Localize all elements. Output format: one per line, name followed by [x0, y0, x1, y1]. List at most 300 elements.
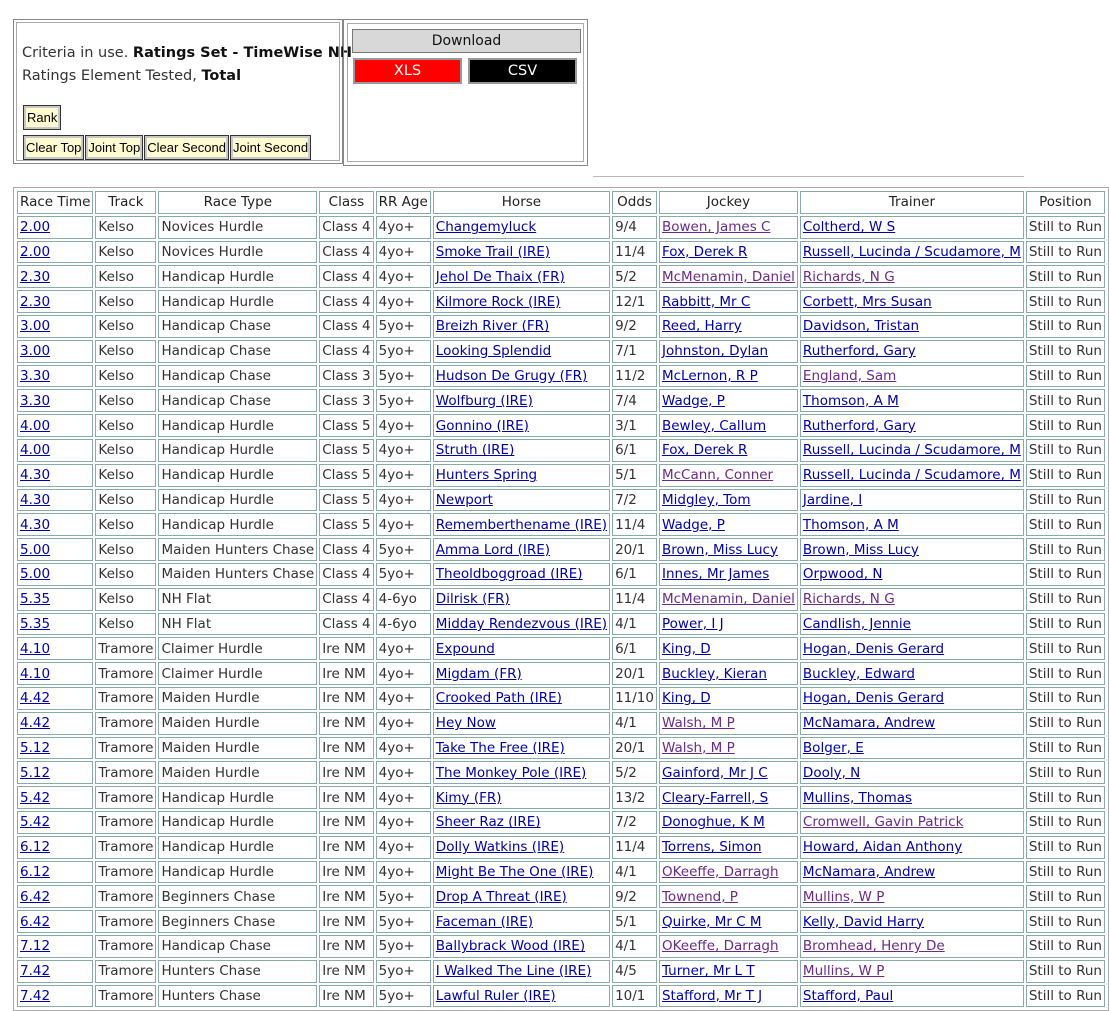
horse-cell	[433, 340, 610, 363]
race-time-link[interactable]: 5.12	[20, 764, 51, 781]
jockey-cell	[659, 935, 798, 958]
jockey-link[interactable]: Cleary-Farrell, S	[661, 789, 769, 806]
age-cell: 4yo+	[376, 637, 431, 660]
jockey-link[interactable]: Reed, Harry	[661, 318, 742, 335]
time-cell	[17, 960, 93, 983]
race-time-link[interactable]: 4.00	[20, 442, 51, 459]
jockey-link[interactable]: OKeeffe, Darragh	[661, 863, 779, 880]
table-row	[17, 935, 1105, 958]
cls-cell: Class 4	[319, 241, 373, 264]
element-prefix: Ratings Element Tested,	[22, 68, 202, 84]
horse-link[interactable]: Newport	[435, 491, 493, 508]
horse-link[interactable]: Gonnino (IRE)	[435, 417, 529, 434]
horse-cell	[433, 960, 610, 983]
trainer-link[interactable]: Howard, Aidan Anthony	[802, 839, 963, 856]
age-cell: 5yo+	[376, 538, 431, 561]
race-time-link[interactable]: 3.30	[20, 367, 51, 384]
joint-top-button[interactable]: Joint Top	[85, 135, 143, 160]
track-cell: Kelso	[95, 414, 156, 437]
table-row	[17, 761, 1105, 784]
trainer-link[interactable]: Russell, Lucinda / Scudamore, M	[802, 467, 1021, 484]
horse-link[interactable]: Amma Lord (IRE)	[435, 541, 551, 558]
odds-cell: 7/2	[612, 811, 657, 834]
horse-link[interactable]: Kilmore Rock (IRE)	[435, 293, 561, 310]
track-cell: Kelso	[95, 489, 156, 512]
trainer-link[interactable]: England, Sam	[802, 367, 897, 384]
table-row	[17, 687, 1105, 710]
jockey-link[interactable]: Wadge, P	[661, 392, 725, 409]
time-cell	[17, 464, 93, 487]
horse-link[interactable]: Sheer Raz (IRE)	[435, 814, 541, 831]
trainer-link[interactable]: Jardine, I	[802, 491, 863, 508]
pos-cell: Still to Run	[1026, 414, 1105, 437]
pos-cell: Still to Run	[1026, 637, 1105, 660]
type-cell: Maiden Hurdle	[158, 687, 317, 710]
horse-link[interactable]: Crooked Path (IRE)	[435, 690, 562, 707]
jockey-link[interactable]: McMenamin, Daniel	[661, 591, 795, 608]
cls-cell: Class 3	[319, 365, 373, 388]
horse-link[interactable]: Hey Now	[435, 715, 496, 732]
jockey-link[interactable]: Bewley, Callum	[661, 417, 767, 434]
horse-cell	[433, 836, 610, 859]
horse-link[interactable]: Ballybrack Wood (IRE)	[435, 938, 586, 955]
trainer-link[interactable]: McNamara, Andrew	[802, 715, 936, 732]
time-cell	[17, 439, 93, 462]
table-row	[17, 786, 1105, 809]
trainer-link[interactable]: Bolger, E	[802, 739, 864, 756]
pos-cell: Still to Run	[1026, 216, 1105, 239]
age-cell: 4yo+	[376, 265, 431, 288]
jockey-cell	[659, 290, 798, 313]
race-time-link[interactable]: 2.30	[20, 268, 51, 285]
horse-link[interactable]: Rememberthename (IRE)	[435, 516, 608, 533]
jockey-link[interactable]: King, D	[661, 690, 711, 707]
cls-cell: Ire NM	[319, 960, 373, 983]
trainer-link[interactable]: Richards, N G	[802, 591, 895, 608]
jockey-cell	[659, 315, 798, 338]
trainer-cell	[800, 414, 1024, 437]
type-cell: Handicap Hurdle	[158, 265, 317, 288]
race-time-link[interactable]: 5.42	[20, 814, 51, 831]
jockey-link[interactable]: Wadge, P	[661, 516, 725, 533]
track-cell: Tramore	[95, 811, 156, 834]
race-time-link[interactable]: 4.42	[20, 690, 51, 707]
jockey-cell	[659, 885, 798, 908]
time-cell	[17, 662, 93, 685]
pos-cell: Still to Run	[1026, 489, 1105, 512]
odds-cell: 9/4	[612, 216, 657, 239]
jockey-link[interactable]: Buckley, Kieran	[661, 665, 767, 682]
joint-second-button[interactable]: Joint Second	[230, 135, 311, 160]
jockey-link[interactable]: Donoghue, K M	[661, 814, 765, 831]
age-cell: 4yo+	[376, 811, 431, 834]
trainer-cell	[800, 315, 1024, 338]
odds-cell: 11/4	[612, 241, 657, 264]
pos-cell: Still to Run	[1026, 613, 1105, 636]
race-time-link[interactable]: 3.30	[20, 392, 51, 409]
trainer-link[interactable]: Rutherford, Gary	[802, 343, 916, 360]
xls-download-button[interactable]: XLS	[353, 58, 462, 84]
odds-cell: 11/10	[612, 687, 657, 710]
trainer-link[interactable]: Kelly, David Harry	[802, 913, 925, 930]
trainer-link[interactable]: Buckley, Edward	[802, 665, 915, 682]
pos-cell: Still to Run	[1026, 811, 1105, 834]
cls-cell: Ire NM	[319, 985, 373, 1008]
track-cell: Kelso	[95, 439, 156, 462]
jockey-link[interactable]: Rabbitt, Mr C	[661, 293, 751, 310]
age-cell: 4yo+	[376, 836, 431, 859]
horse-link[interactable]: Drop A Threat (IRE)	[435, 888, 567, 905]
jockey-link[interactable]: Turner, Mr L T	[661, 963, 755, 980]
jockey-link[interactable]: Quirke, Mr C M	[661, 913, 762, 930]
ratings-set-value: Ratings Set - TimeWise NH	[132, 45, 353, 61]
table-row	[17, 712, 1105, 735]
trainer-link[interactable]: Orpwood, N	[802, 566, 883, 583]
trainer-link[interactable]: Mullins, Thomas	[802, 789, 913, 806]
time-cell	[17, 687, 93, 710]
type-cell: Maiden Hunters Chase	[158, 563, 317, 586]
time-cell	[17, 389, 93, 412]
table-row	[17, 910, 1105, 933]
horse-link[interactable]: Looking Splendid	[435, 343, 552, 360]
age-cell: 4yo+	[376, 861, 431, 884]
time-cell	[17, 885, 93, 908]
race-time-link[interactable]: 4.00	[20, 417, 51, 434]
horse-link[interactable]: Hunters Spring	[435, 467, 538, 484]
criteria-panel	[13, 19, 353, 164]
horse-link[interactable]: Breizh River (FR)	[435, 318, 550, 335]
trainer-cell	[800, 365, 1024, 388]
jockey-link[interactable]: Fox, Derek R	[661, 243, 748, 260]
jockey-link[interactable]: Walsh, M P	[661, 739, 735, 756]
track-cell: Kelso	[95, 464, 156, 487]
cls-cell: Class 4	[319, 265, 373, 288]
age-cell: 4-6yo	[376, 613, 431, 636]
age-cell: 5yo+	[376, 985, 431, 1008]
rank-button[interactable]: Rank	[23, 105, 61, 130]
race-time-link[interactable]: 3.00	[20, 343, 51, 360]
jockey-cell	[659, 464, 798, 487]
table-row	[17, 588, 1105, 611]
odds-cell: 4/1	[612, 935, 657, 958]
track-cell: Kelso	[95, 538, 156, 561]
horse-link[interactable]: Jehol De Thaix (FR)	[435, 268, 565, 285]
track-cell: Tramore	[95, 637, 156, 660]
horse-link[interactable]: Dilrisk (FR)	[435, 591, 510, 608]
race-time-link[interactable]: 5.35	[20, 615, 51, 632]
odds-cell: 6/1	[612, 563, 657, 586]
pos-cell: Still to Run	[1026, 464, 1105, 487]
cls-cell: Class 4	[319, 315, 373, 338]
cls-cell: Class 4	[319, 290, 373, 313]
cls-cell: Ire NM	[319, 811, 373, 834]
pos-cell: Still to Run	[1026, 538, 1105, 561]
pos-cell: Still to Run	[1026, 241, 1105, 264]
trainer-cell	[800, 464, 1024, 487]
odds-cell: 7/1	[612, 340, 657, 363]
jockey-link[interactable]: Bowen, James C	[661, 219, 771, 236]
jockey-link[interactable]: Townend, P	[661, 888, 738, 905]
race-time-link[interactable]: 5.00	[20, 566, 51, 583]
clear-top-button[interactable]: Clear Top	[23, 135, 84, 160]
trainer-link[interactable]: Candlish, Jennie	[802, 615, 911, 632]
odds-cell: 6/1	[612, 637, 657, 660]
time-cell	[17, 315, 93, 338]
horse-link[interactable]: Hudson De Grugy (FR)	[435, 367, 588, 384]
horse-link[interactable]: Kimy (FR)	[435, 789, 502, 806]
trainer-link[interactable]: Bromhead, Henry De	[802, 938, 945, 955]
trainer-cell	[800, 513, 1024, 536]
race-time-link[interactable]: 7.42	[20, 963, 51, 980]
horse-link[interactable]: Smoke Trail (IRE)	[435, 243, 551, 260]
jockey-cell	[659, 538, 798, 561]
jockey-link[interactable]: Power, I J	[661, 615, 724, 632]
trainer-link[interactable]: Richards, N G	[802, 268, 895, 285]
odds-cell: 5/1	[612, 910, 657, 933]
horse-link[interactable]: The Monkey Pole (IRE)	[435, 764, 587, 781]
track-cell: Tramore	[95, 960, 156, 983]
jockey-cell	[659, 414, 798, 437]
table-row	[17, 563, 1105, 586]
pos-cell: Still to Run	[1026, 885, 1105, 908]
odds-cell: 10/1	[612, 985, 657, 1008]
track-cell: Tramore	[95, 786, 156, 809]
type-cell: Handicap Chase	[158, 365, 317, 388]
horse-link[interactable]: I Walked The Line (IRE)	[435, 963, 592, 980]
jockey-link[interactable]: OKeeffe, Darragh	[661, 938, 779, 955]
cls-cell: Ire NM	[319, 935, 373, 958]
pos-cell: Still to Run	[1026, 910, 1105, 933]
time-cell	[17, 290, 93, 313]
cls-cell: Class 4	[319, 563, 373, 586]
jockey-link[interactable]: Fox, Derek R	[661, 442, 748, 459]
jockey-link[interactable]: Stafford, Mr T J	[661, 987, 763, 1004]
track-cell: Kelso	[95, 340, 156, 363]
race-time-link[interactable]: 3.00	[20, 318, 51, 335]
pos-cell: Still to Run	[1026, 761, 1105, 784]
trainer-cell	[800, 489, 1024, 512]
table-row	[17, 340, 1105, 363]
race-time-link[interactable]: 4.30	[20, 516, 51, 533]
pos-cell: Still to Run	[1026, 588, 1105, 611]
horse-link[interactable]: Wolfburg (IRE)	[435, 392, 533, 409]
horse-cell	[433, 241, 610, 264]
trainer-link[interactable]: Russell, Lucinda / Scudamore, M	[802, 243, 1021, 260]
odds-cell: 4/5	[612, 960, 657, 983]
pos-cell: Still to Run	[1026, 315, 1105, 338]
age-cell: 4yo+	[376, 737, 431, 760]
age-cell: 4yo+	[376, 414, 431, 437]
horse-link[interactable]: Dolly Watkins (IRE)	[435, 839, 565, 856]
trainer-cell	[800, 687, 1024, 710]
type-cell: Maiden Hurdle	[158, 737, 317, 760]
horse-link[interactable]: Changemyluck	[435, 219, 537, 236]
jockey-link[interactable]: McCann, Conner	[661, 467, 774, 484]
age-cell: 5yo+	[376, 935, 431, 958]
jockey-cell	[659, 737, 798, 760]
trainer-cell	[800, 836, 1024, 859]
element-value: Total	[201, 68, 242, 84]
race-time-link[interactable]: 4.10	[20, 665, 51, 682]
trainer-link[interactable]: Mullins, W P	[802, 963, 885, 980]
horse-link[interactable]: Faceman (IRE)	[435, 913, 534, 930]
age-cell: 4yo+	[376, 464, 431, 487]
type-cell: Handicap Chase	[158, 315, 317, 338]
horse-link[interactable]: Theoldboggroad (IRE)	[435, 566, 583, 583]
trainer-link[interactable]: Davidson, Tristan	[802, 318, 920, 335]
odds-cell: 20/1	[612, 538, 657, 561]
horse-cell	[433, 662, 610, 685]
jockey-link[interactable]: Torrens, Simon	[661, 839, 762, 856]
trainer-link[interactable]: Hogan, Denis Gerard	[802, 640, 945, 657]
csv-download-button[interactable]: CSV	[468, 58, 577, 84]
cls-cell: Ire NM	[319, 687, 373, 710]
jockey-link[interactable]: Innes, Mr James	[661, 566, 770, 583]
jockey-link[interactable]: Gainford, Mr J C	[661, 764, 768, 781]
jockey-cell	[659, 216, 798, 239]
race-time-link[interactable]: 4.42	[20, 715, 51, 732]
trainer-cell	[800, 737, 1024, 760]
trainer-link[interactable]: Stafford, Paul	[802, 987, 894, 1004]
horse-link[interactable]: Struth (IRE)	[435, 442, 515, 459]
horse-link[interactable]: Expound	[435, 640, 495, 657]
trainer-cell	[800, 241, 1024, 264]
race-time-link[interactable]: 5.00	[20, 541, 51, 558]
type-cell: Handicap Hurdle	[158, 786, 317, 809]
type-cell: Novices Hurdle	[158, 241, 317, 264]
trainer-link[interactable]: Dooly, N	[802, 764, 861, 781]
cls-cell: Ire NM	[319, 786, 373, 809]
race-time-link[interactable]: 7.42	[20, 987, 51, 1004]
cls-cell: Ire NM	[319, 712, 373, 735]
horse-cell	[433, 265, 610, 288]
track-cell: Kelso	[95, 389, 156, 412]
track-cell: Tramore	[95, 935, 156, 958]
trainer-link[interactable]: Cromwell, Gavin Patrick	[802, 814, 964, 831]
horse-link[interactable]: Might Be The One (IRE)	[435, 863, 594, 880]
race-time-link[interactable]: 5.42	[20, 789, 51, 806]
race-time-link[interactable]: 6.12	[20, 839, 51, 856]
table-row	[17, 439, 1105, 462]
time-cell	[17, 414, 93, 437]
odds-cell: 12/1	[612, 290, 657, 313]
track-cell: Tramore	[95, 861, 156, 884]
race-time-link[interactable]: 6.12	[20, 863, 51, 880]
horse-cell	[433, 290, 610, 313]
horse-cell	[433, 513, 610, 536]
race-time-link[interactable]: 5.12	[20, 739, 51, 756]
pos-cell: Still to Run	[1026, 513, 1105, 536]
type-cell: Handicap Chase	[158, 389, 317, 412]
trainer-link[interactable]: Thomson, A M	[802, 516, 899, 533]
trainer-cell	[800, 439, 1024, 462]
age-cell: 5yo+	[376, 389, 431, 412]
race-time-link[interactable]: 2.30	[20, 293, 51, 310]
jockey-cell	[659, 761, 798, 784]
trainer-link[interactable]: Rutherford, Gary	[802, 417, 916, 434]
type-cell: Handicap Chase	[158, 340, 317, 363]
jockey-link[interactable]: McMenamin, Daniel	[661, 268, 795, 285]
track-cell: Kelso	[95, 613, 156, 636]
jockey-link[interactable]: Johnston, Dylan	[661, 343, 769, 360]
results-table-container	[13, 187, 1109, 1011]
horse-cell	[433, 315, 610, 338]
pos-cell: Still to Run	[1026, 960, 1105, 983]
trainer-link[interactable]: Hogan, Denis Gerard	[802, 690, 945, 707]
jockey-link[interactable]: McLernon, R P	[661, 367, 758, 384]
track-cell: Kelso	[95, 563, 156, 586]
race-time-link[interactable]: 6.42	[20, 913, 51, 930]
jockey-cell	[659, 960, 798, 983]
race-time-link[interactable]: 4.30	[20, 467, 51, 484]
clear-second-button[interactable]: Clear Second	[144, 135, 229, 160]
odds-cell: 11/2	[612, 365, 657, 388]
table-row	[17, 662, 1105, 685]
race-time-link[interactable]: 2.00	[20, 243, 51, 260]
odds-cell: 5/2	[612, 265, 657, 288]
race-time-link[interactable]: 5.35	[20, 591, 51, 608]
type-cell: Handicap Chase	[158, 935, 317, 958]
table-row	[17, 960, 1105, 983]
trainer-link[interactable]: Brown, Miss Lucy	[802, 541, 919, 558]
track-cell: Tramore	[95, 761, 156, 784]
horse-cell	[433, 216, 610, 239]
age-cell: 5yo+	[376, 960, 431, 983]
trainer-link[interactable]: Coltherd, W S	[802, 219, 896, 236]
track-cell: Tramore	[95, 910, 156, 933]
jockey-cell	[659, 563, 798, 586]
jockey-link[interactable]: Walsh, M P	[661, 715, 735, 732]
jockey-link[interactable]: Brown, Miss Lucy	[661, 541, 778, 558]
type-cell: Handicap Hurdle	[158, 290, 317, 313]
horse-link[interactable]: Take The Free (IRE)	[435, 739, 565, 756]
horse-link[interactable]: Migdam (FR)	[435, 665, 522, 682]
race-time-link[interactable]: 7.12	[20, 938, 51, 955]
race-time-link[interactable]: 6.42	[20, 888, 51, 905]
odds-cell: 4/1	[612, 861, 657, 884]
jockey-link[interactable]: Midgley, Tom	[661, 491, 751, 508]
pos-cell: Still to Run	[1026, 935, 1105, 958]
time-cell	[17, 761, 93, 784]
horse-link[interactable]: Lawful Ruler (IRE)	[435, 987, 556, 1004]
trainer-link[interactable]: Russell, Lucinda / Scudamore, M	[802, 442, 1021, 459]
race-time-link[interactable]: 4.30	[20, 491, 51, 508]
trainer-link[interactable]: Mullins, W P	[802, 888, 885, 905]
track-cell: Kelso	[95, 216, 156, 239]
horse-cell	[433, 563, 610, 586]
jockey-link[interactable]: King, D	[661, 640, 711, 657]
race-time-link[interactable]: 2.00	[20, 219, 51, 236]
table-row	[17, 365, 1105, 388]
race-time-link[interactable]: 4.10	[20, 640, 51, 657]
horse-link[interactable]: Midday Rendezvous (IRE)	[435, 615, 608, 632]
time-cell	[17, 786, 93, 809]
jockey-cell	[659, 687, 798, 710]
trainer-cell	[800, 265, 1024, 288]
horse-cell	[433, 861, 610, 884]
track-cell: Tramore	[95, 836, 156, 859]
age-cell: 5yo+	[376, 365, 431, 388]
trainer-cell	[800, 389, 1024, 412]
age-cell: 4yo+	[376, 290, 431, 313]
trainer-cell	[800, 290, 1024, 313]
trainer-link[interactable]: Corbett, Mrs Susan	[802, 293, 932, 310]
trainer-link[interactable]: Thomson, A M	[802, 392, 899, 409]
download-panel-inner	[347, 23, 584, 162]
column-header-race-time: Race Time	[17, 191, 93, 214]
trainer-link[interactable]: McNamara, Andrew	[802, 863, 936, 880]
pos-cell: Still to Run	[1026, 340, 1105, 363]
